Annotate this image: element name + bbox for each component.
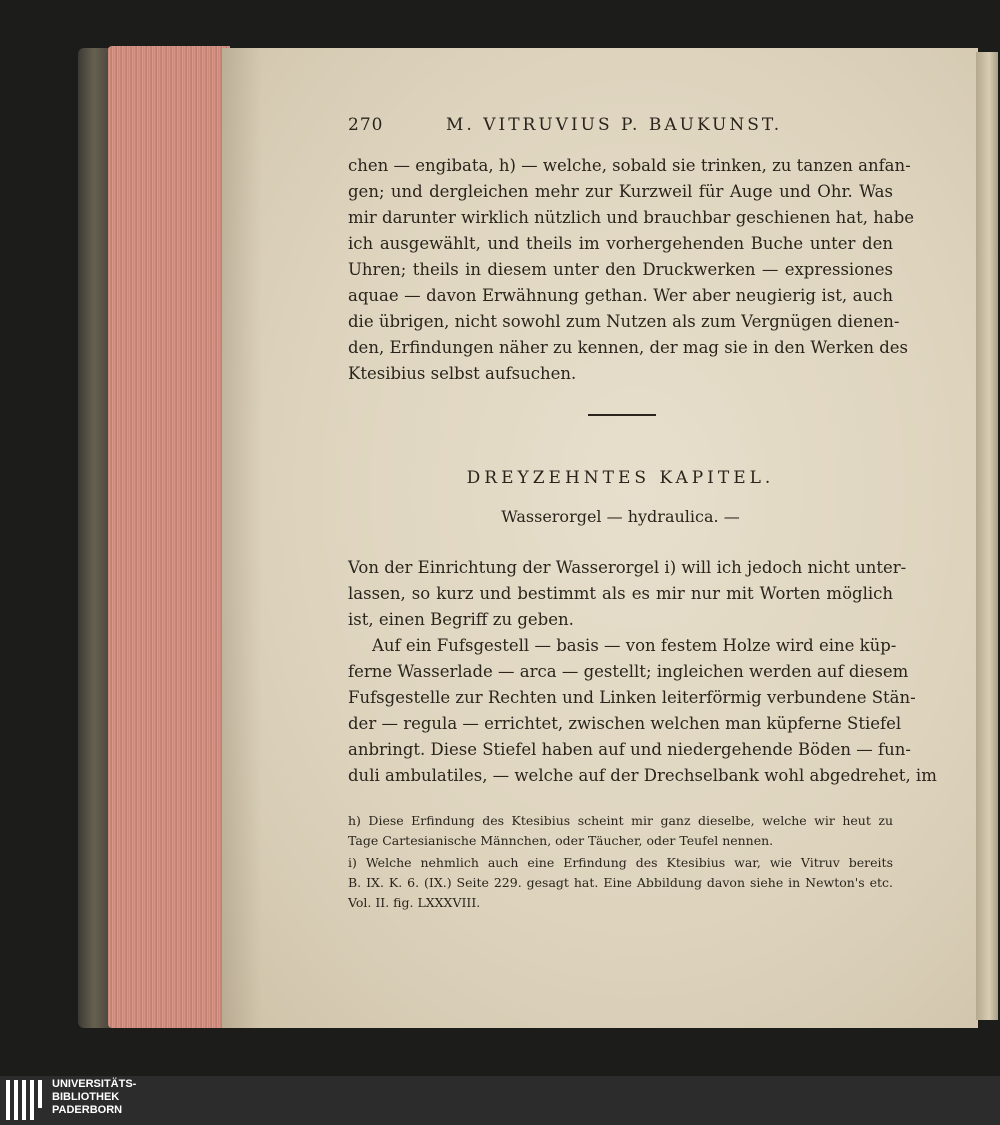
library-name-line: PADERBORN	[52, 1104, 123, 1116]
right-page-edge	[976, 52, 998, 1020]
library-name-line: BIBLIOTHEK	[52, 1091, 120, 1103]
library-logo-icon	[4, 1078, 44, 1122]
library-name-line: UNIVERSITÄTS-	[52, 1078, 137, 1090]
body-line: mir darunter wirklich nützlich und brauchbar geschienen hat, habe	[348, 208, 915, 227]
section-divider	[588, 414, 656, 416]
page-edges	[108, 46, 230, 1028]
chapter-line: ferne Wasserlade — arca — gestellt; ingleichen werden auf diesem	[348, 662, 909, 681]
footnote-line: Tage Cartesianische Männchen, oder Täucher, oder Teufel nennen.	[348, 833, 774, 848]
chapter-line: lassen, so kurz und bestimmt als es mir nur mit Worten möglich	[348, 584, 893, 603]
body-line: ich ausgewählt, und theils im vorhergehenden Buche unter den	[348, 234, 893, 253]
page-number: 270	[348, 115, 384, 135]
body-line: den, Erfindungen näher zu kennen, der mag sie in den Werken des	[348, 338, 909, 357]
body-line: gen; und dergleichen mehr zur Kurzweil für Auge und Ohr. Was	[348, 182, 893, 201]
footnote-line: h) Diese Erfindung des Ktesibius scheint mir ganz dieselbe, welche wir heut zu	[348, 813, 893, 828]
body-line: chen — engibata, h) — welche, sobald sie trinken, zu tanzen anfan-	[348, 156, 911, 175]
chapter-line: Auf ein Fufsgestell — basis — von festem Holze wird eine küp-	[372, 636, 897, 655]
footnote-line: i) Welche nehmlich auch eine Erfindung des Ktesibius war, wie Vitruv bereits	[348, 855, 893, 870]
chapter-line: Von der Einrichtung der Wasserorgel i) will ich jedoch nicht unter-	[348, 558, 907, 577]
library-footer	[0, 1076, 1000, 1125]
chapter-line: der — regula — errichtet, zwischen welchen man küpferne Stiefel	[348, 714, 902, 733]
running-title: M. VITRUVIUS P. BAUKUNST.	[446, 115, 783, 135]
chapter-line: anbringt. Diese Stiefel haben auf und niedergehende Böden — fun-	[348, 740, 911, 759]
gutter-shadow	[222, 48, 262, 1028]
chapter-line: ist, einen Begriff zu geben.	[348, 610, 574, 629]
chapter-line: duli ambulatiles, — welche auf der Drechselbank wohl abgedrehet, im	[348, 766, 937, 785]
chapter-subtitle: Wasserorgel — hydraulica. —	[501, 507, 740, 526]
footnote-line: B. IX. K. 6. (IX.) Seite 229. gesagt hat. Eine Abbildung davon siehe in Newton's etc.	[348, 875, 893, 890]
chapter-line: Fufsgestelle zur Rechten und Linken leiterförmig verbundene Stän-	[348, 688, 916, 707]
body-line: Uhren; theils in diesem unter den Druckwerken — expressiones	[348, 260, 893, 279]
chapter-heading: DREYZEHNTES KAPITEL.	[466, 468, 775, 488]
body-line: die übrigen, nicht sowohl zum Nutzen als zum Vergnügen dienen-	[348, 312, 900, 331]
library-name	[52, 1078, 136, 1117]
footnote-line: Vol. II. fig. LXXXVIII.	[348, 895, 481, 910]
body-line: Ktesibius selbst aufsuchen.	[348, 364, 577, 383]
body-line: aquae — davon Erwähnung gethan. Wer aber neugierig ist, auch	[348, 286, 893, 305]
